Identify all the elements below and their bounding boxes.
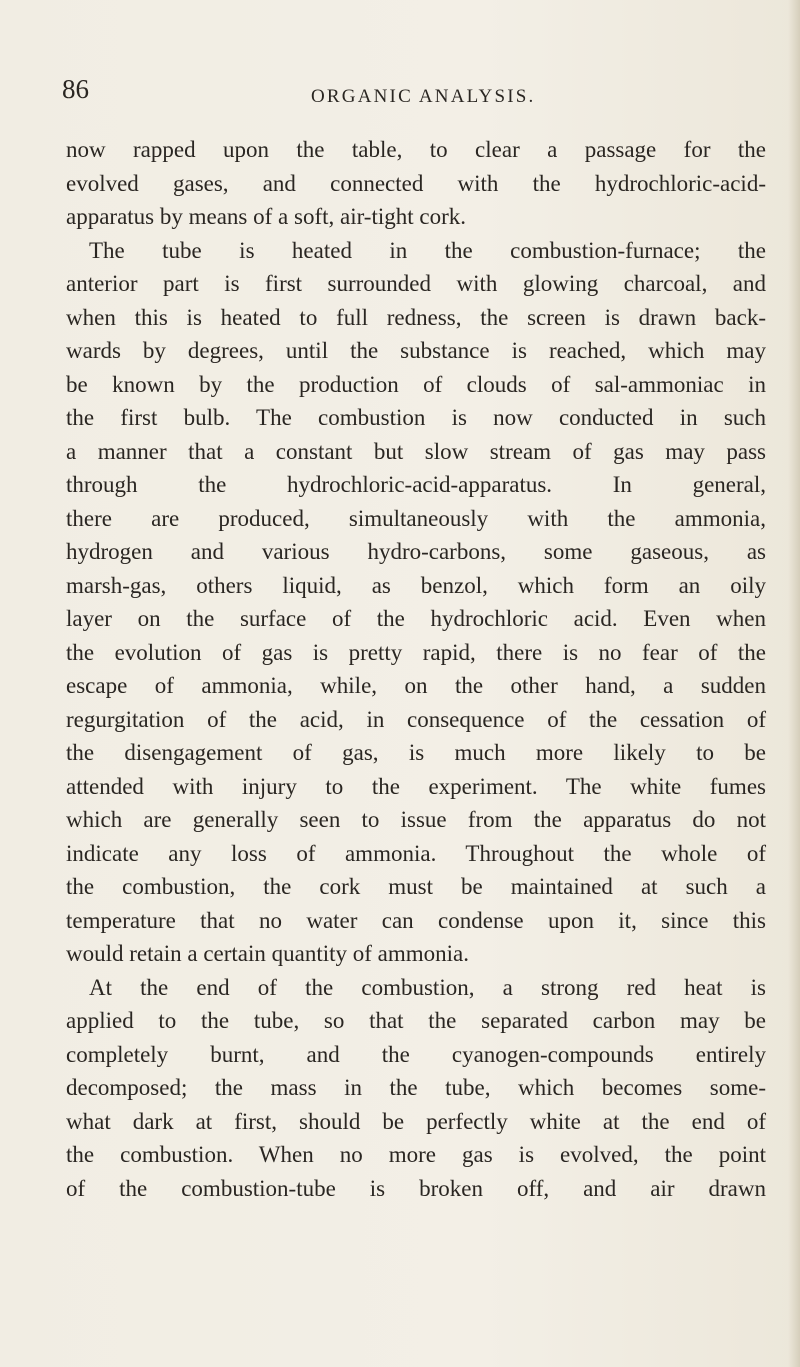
text-line: the first bulb. The combustion is now conducted in such	[66, 405, 766, 430]
text-line: anterior part is first surrounded with glowing charcoal, and	[66, 271, 766, 296]
text-line: wards by degrees, until the substance is reached, which may	[66, 338, 766, 363]
text-line: would retain a certain quantity of ammonia.	[66, 941, 470, 966]
text-line: of the combustion-tube is broken off, and air drawn	[66, 1175, 766, 1201]
text-line: which are generally seen to issue from the apparatus do not	[66, 807, 766, 832]
text-line: evolved gases, and connected with the hydrochloric-acid-	[66, 170, 766, 196]
page-number: 86	[62, 74, 89, 104]
running-head: ORGANIC ANALYSIS.	[311, 86, 536, 107]
text-line: The tube is heated in the combustion-furnace; the	[89, 237, 766, 263]
body-text	[66, 133, 766, 1205]
text-line: At the end of the combustion, a strong red heat is	[89, 974, 766, 1000]
text-line: the combustion, the cork must be maintained at such a	[66, 874, 766, 899]
text-line: through the hydrochloric-acid-apparatus. In general,	[66, 472, 766, 497]
text-line: temperature that no water can condense upon it, since this	[66, 907, 766, 933]
text-line: marsh-gas, others liquid, as benzol, which form an oily	[66, 572, 766, 598]
text-line: the evolution of gas is pretty rapid, there is no fear of the	[66, 639, 766, 665]
text-line: regurgitation of the acid, in consequence of the cessation of	[66, 706, 766, 732]
text-line: now rapped upon the table, to clear a passage for the	[66, 137, 766, 162]
text-line: escape of ammonia, while, on the other hand, a sudden	[66, 673, 766, 698]
text-line: the disengagement of gas, is much more likely to be	[66, 740, 766, 765]
text-line: layer on the surface of the hydrochloric acid. Even when	[66, 606, 766, 631]
text-line: what dark at first, should be perfectly white at the end of	[66, 1108, 766, 1134]
text-line: be known by the production of clouds of sal-ammoniac in	[66, 371, 766, 397]
text-line: indicate any loss of ammonia. Throughout the whole of	[66, 840, 766, 866]
text-line: hydrogen and various hydro-carbons, some gaseous, as	[66, 539, 766, 564]
text-line: the combustion. When no more gas is evolved, the point	[66, 1142, 766, 1167]
text-line: attended with injury to the experiment. The white fumes	[66, 773, 766, 799]
text-line: there are produced, simultaneously with the ammonia,	[66, 505, 766, 531]
text-line: when this is heated to full redness, the screen is drawn back-	[66, 304, 766, 330]
text-line: completely burnt, and the cyanogen-compounds entirely	[66, 1041, 766, 1067]
text-line: applied to the tube, so that the separated carbon may be	[66, 1008, 766, 1033]
text-line: decomposed; the mass in the tube, which becomes some-	[66, 1075, 766, 1100]
text-line: a manner that a constant but slow stream of gas may pass	[66, 438, 766, 464]
page-edge-shadow	[788, 0, 800, 1367]
text-line: apparatus by means of a soft, air-tight cork.	[66, 204, 466, 229]
